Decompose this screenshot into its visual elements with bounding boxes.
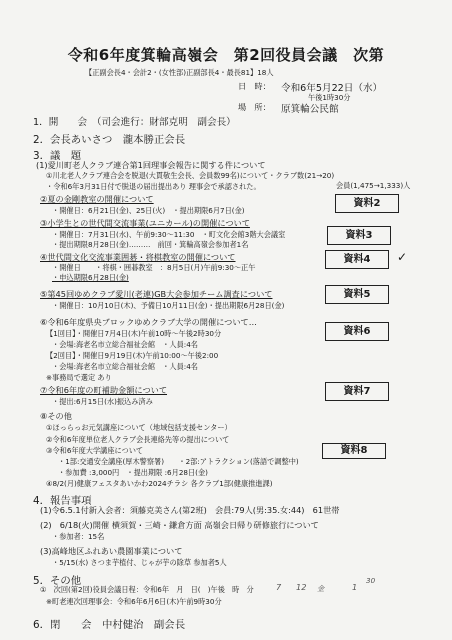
handwritten-day: 12: [296, 582, 307, 592]
handwritten-hour: 1: [352, 582, 358, 592]
report-item-1: (1)令6.5.1付新入会者：須藤克美さん(第2班) 会員:79人(男:35.女:44) 61世帯: [40, 505, 340, 515]
other-item-1: ① 次回(第2回)役員会議日程：令和6年 月 日( )午後 時 分: [40, 585, 254, 594]
agenda-item-8: ⑧その他: [40, 411, 72, 421]
page-title: 令和6年度箕輪高嶺会 第2回役員会議 次第: [67, 46, 385, 64]
agenda-item-6c: 【2回目】・開催日9月19日(木)午前10:00～午後2:00: [46, 351, 219, 360]
material-box-4: 資料4: [325, 250, 389, 269]
agenda-item-2: ②夏の金剛教室の開催について: [40, 194, 154, 204]
agenda-item-6e: ※事務局で選定 あり: [46, 373, 112, 382]
section-reports: 4．報告事項: [33, 495, 92, 507]
material-box-5: 資料5: [325, 285, 389, 304]
agenda-item-3: ③小学生との世代間交流事業(ユニカール)の開催について: [40, 218, 250, 228]
report-item-2: (2) 6/18(火)開催 横須賀・三崎・鎌倉方面 高嶺会日帰り研修旅行について: [40, 520, 319, 530]
agenda-item-3a: ・開催日：7月31日(水)、午前9:30～11:30 ・町文化会館3階大会議室: [52, 230, 286, 239]
section-other: 5．その他: [33, 575, 82, 587]
agenda-item-8a: ①ほっらっお元気講座について（地域包括支援センター）: [46, 423, 232, 432]
report-item-2a: ・参加者：15名: [52, 532, 105, 541]
section-greeting: 2．会長あいさつ 瀧本勝正会長: [33, 134, 186, 146]
date-label: 日 時：: [238, 81, 271, 91]
section-opening: 1．開 会 （司会進行：財部克明 副会長）: [33, 117, 236, 128]
attendance-line: 【正副会長4・会計2・(女性部)正副部長4・最長81】18人: [85, 68, 274, 77]
place-label: 場 所：: [238, 102, 271, 112]
agenda-item-1a: ①川北老人クラブ連合会を脱退(大貫敬生会長、会員数99名)について・クラブ数(21→20): [46, 171, 335, 180]
report-item-3: (3)高峰地区ふれあい農園事業について: [40, 546, 183, 556]
material-box-6: 資料6: [325, 322, 389, 341]
place-value: 原箕輪公民館: [281, 104, 339, 115]
agenda-item-1b-members: 会員(1,475→1,333)人: [336, 181, 411, 190]
agenda-item-2a: ・開催日：6月21日(金)、25日(火) ・提出期限6月7日(金): [52, 206, 245, 215]
agenda-item-8f: ④8/2(月)健康フェスタあいかわ2024チラシ 各クラブ1部(健康推進課): [46, 479, 273, 488]
agenda-item-4b: ・申込期限6月28日(金): [52, 273, 129, 282]
report-item-3a: ・5/15(水) さつま芋植付、じゃが芋の除草 参加者5人: [52, 558, 227, 567]
agenda-item-6b: ・会場:海老名市立総合福祉会館 ・人員:4名: [52, 340, 198, 349]
agenda-item-4a: ・開催日 ・将棋・囲碁教室 ：8月5日(月)午前9:30～正午: [52, 263, 256, 272]
handwritten-month: 7: [276, 582, 282, 592]
other-item-2: ※町老連次回理事会：令和6年6月6日(木)午前9時30分: [46, 597, 222, 606]
agenda-item-8d: ・1部:交通安全講座(厚木警察署) ・2部:アトラクション(落語で調整中): [58, 457, 299, 466]
agenda-item-1b: ・令和6年3月31日付で脱退の届出提出あり 理事会で承認された。: [46, 182, 261, 191]
material-box-3: 資料3: [327, 226, 391, 245]
handwritten-minute: 30: [366, 576, 376, 585]
agenda-item-5a: ・開催日：10月10日(木)、予備日10月11日(金)・提出期限6月28日(金): [52, 301, 285, 310]
section-closing: 6．閉 会 中村健治 副会長: [33, 619, 186, 631]
agenda-item-8e: ・参加費 :3,000円 ・提出期限 :6月28日(金): [58, 468, 208, 477]
agenda-item-6d: ・会場:海老名市立総合福祉会館 ・人員:4名: [52, 362, 198, 371]
agenda-item-6a: 【1回目】・開催日7月4日(木)午前10時～午後2時30分: [46, 329, 222, 338]
agenda-item-7a: ・提出:6月15日(水)振込み済み: [52, 397, 153, 406]
agenda-item-6: ⑥令和6年度県央ブロックゆめクラブ大学の開催について…: [40, 317, 257, 327]
material-box-8: 資料8: [322, 443, 386, 459]
agenda-item-1: (1)愛川町老人クラブ連合第1回理事会報告に関する件について: [36, 160, 266, 170]
material-box-7: 資料7: [325, 382, 389, 401]
check-mark-icon: ✓: [397, 250, 408, 264]
agenda-item-8b: ②令和6年度単位老人クラブ会長連絡先等の提出について: [46, 435, 230, 444]
date-value: 令和6年5月22日（水）: [281, 83, 383, 94]
handwritten-weekday: 金: [317, 584, 325, 593]
time-value: 午後1時30分: [308, 93, 351, 102]
agenda-item-3b: ・提出期限8月28日(金)……… 前回・箕輪高嶺会参加者1名: [52, 240, 249, 249]
agenda-item-7: ⑦令和6年度の町補助金額について: [40, 385, 168, 395]
material-box-2: 資料2: [335, 194, 399, 213]
agenda-item-5: ⑤第45回ゆめクラブ愛川(老連)GB大会参加チーム調査について: [40, 289, 273, 299]
agenda-item-4: ④世代間文化交流事業囲碁・将棋教室の開催について: [40, 252, 236, 262]
section-agenda: 3．議 題: [33, 150, 82, 162]
agenda-item-8c: ③令和6年度大学講座について: [46, 446, 144, 455]
